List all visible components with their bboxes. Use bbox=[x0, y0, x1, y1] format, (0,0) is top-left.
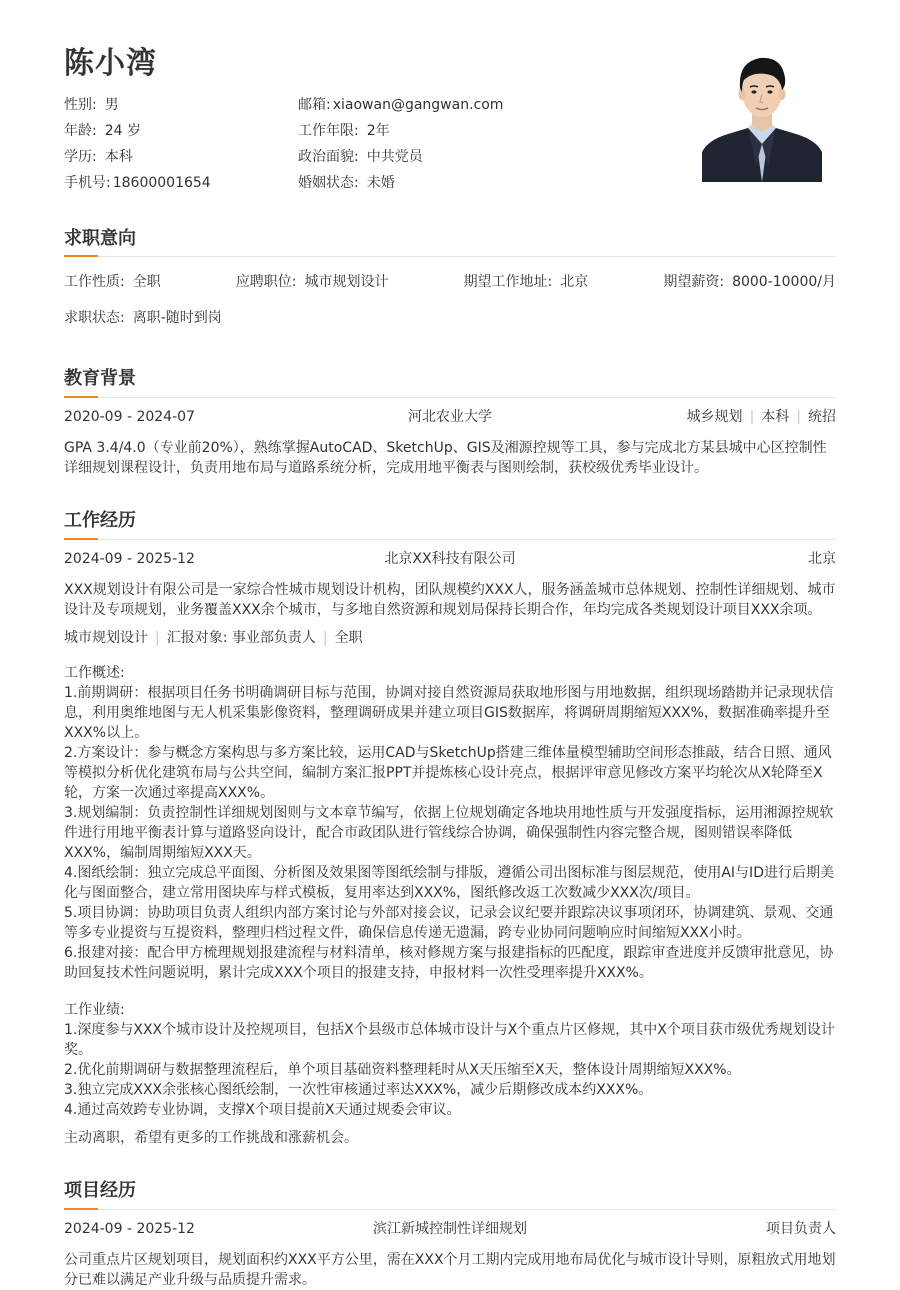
phone-label: 手机号: bbox=[64, 175, 111, 191]
email-label: 邮箱: bbox=[298, 97, 331, 113]
location-value: 北京 bbox=[560, 274, 589, 290]
status-value: 离职-随时到岗 bbox=[132, 310, 222, 326]
gender-field bbox=[64, 94, 298, 120]
intent-row bbox=[64, 307, 836, 329]
status-label: 求职状态: bbox=[64, 310, 125, 326]
project-entry-header bbox=[64, 1218, 836, 1240]
achievements-title: 工作业绩: bbox=[64, 1002, 125, 1018]
candidate-name: 陈小湾 bbox=[64, 46, 157, 81]
basic-info-row bbox=[64, 94, 664, 120]
salary-value: 8000-10000/月 bbox=[732, 274, 836, 290]
education-period: 2020-09 - 2024-07 bbox=[64, 409, 195, 425]
status-field bbox=[64, 307, 222, 329]
section-divider bbox=[98, 539, 836, 540]
education-label: 学历: bbox=[64, 149, 97, 165]
position-value: 城市规划设计 bbox=[304, 274, 389, 290]
age-value: 24 岁 bbox=[104, 123, 141, 139]
section-divider bbox=[98, 397, 836, 398]
salary-label: 期望薪资: bbox=[663, 274, 725, 290]
work-entry-header bbox=[64, 548, 836, 570]
political-field bbox=[298, 146, 423, 172]
salary-field bbox=[663, 271, 836, 293]
separator: | bbox=[155, 630, 160, 646]
age-field bbox=[64, 120, 298, 146]
work-years-value: 2年 bbox=[366, 123, 390, 139]
basic-info-row bbox=[64, 172, 664, 198]
separator: | bbox=[796, 409, 801, 425]
overview-item: 4.图纸绘制：独立完成总平面图、分析图及效果图等图纸绘制与排版，遵循公司出图标准与图层规范，使用AI与ID进行后期美化与图面整合，建立常用图块库与样式模板，复用率达到XXX%，图纸修改返工次数减少XXX次/项目。 bbox=[64, 865, 834, 901]
education-details bbox=[687, 406, 836, 428]
profile-photo bbox=[702, 48, 822, 182]
work-city: 北京 bbox=[808, 551, 836, 567]
overview-item: 2.方案设计：参与概念方案构思与多方案比较，运用CAD与SketchUp搭建三维体量模型辅助空间形态推敲，结合日照、通风等模拟分析优化建筑布局与公共空间，编制方案汇报PPT并提炼核心设计亮点，根据评审意见修改方案平均轮次从X轮降至X轮，方案一次通过率提高XXX%。 bbox=[64, 745, 832, 801]
section-divider bbox=[98, 256, 836, 257]
avatar-portrait-icon bbox=[702, 48, 822, 182]
basic-info-row bbox=[64, 120, 664, 146]
email-value: xiaowan@gangwan.com bbox=[332, 97, 504, 113]
political-value: 中共党员 bbox=[366, 149, 423, 165]
age-label: 年龄: bbox=[64, 123, 97, 139]
work-section-title: 工作经历 bbox=[64, 510, 136, 531]
location-label: 期望工作地址: bbox=[463, 274, 553, 290]
separator: | bbox=[322, 630, 328, 646]
email-field bbox=[298, 94, 503, 120]
section-divider bbox=[98, 1209, 836, 1210]
overview-item: 1.前期调研：根据项目任务书明确调研目标与范围，协调对接自然资源局获取地形图与用地数据，组织现场踏勘并记录现状信息，利用奥维地图与无人机采集影像资料，整理调研成果并建立项目GIS数据库，将调研周期缩短XXX%，数据准确率提升至XXX%以上。 bbox=[64, 685, 834, 741]
section-accent-line bbox=[64, 538, 98, 540]
work-period: 2024-09 - 2025-12 bbox=[64, 551, 195, 567]
project-section-title: 项目经历 bbox=[64, 1180, 136, 1201]
gender-value: 男 bbox=[104, 97, 119, 113]
job-type-label: 工作性质: bbox=[64, 274, 125, 290]
education-field bbox=[64, 146, 298, 172]
education-entry-header bbox=[64, 406, 836, 428]
job-type-field bbox=[64, 271, 161, 293]
achievement-item: 2.优化前期调研与数据整理流程后，单个项目基础资料整理耗时从X天压缩至X天，整体设计周期缩短XXX%。 bbox=[64, 1062, 741, 1078]
achievement-item: 3.独立完成XXX余张核心图纸绘制，一次性审核通过率达XXX%，减少后期修改成本约XXX%。 bbox=[64, 1082, 653, 1098]
overview-title: 工作概述: bbox=[64, 665, 125, 681]
school-name: 河北农业大学 bbox=[408, 409, 492, 425]
marital-value: 未婚 bbox=[366, 175, 395, 191]
overview-item: 5.项目协调：协助项目负责人组织内部方案讨论与外部对接会议，记录会议纪要并跟踪决议事项闭环，协调建筑、景观、交通等多专业提资与互提资料，整理归档过程文件，确保信息传递无遗漏，跨专业协同问题响应时间缩短XXX小时。 bbox=[64, 905, 834, 941]
marital-field bbox=[298, 172, 395, 198]
gender-label: 性别: bbox=[64, 97, 97, 113]
separator: | bbox=[749, 409, 755, 425]
section-accent-line bbox=[64, 255, 98, 257]
position-field bbox=[236, 271, 389, 293]
education-description: GPA 3.4/4.0（专业前20%），熟练掌握AutoCAD、SketchUp、GIS及湘源控规等工具，参与完成北方某县城中心区控制性详细规划课程设计，负责用地布局与道路系统分析，完成用地平衡表与图则绘制，获校级优秀毕业设计。 bbox=[64, 440, 827, 476]
project-name: 滨江新城控制性详细规划 bbox=[373, 1221, 527, 1237]
intent-row bbox=[64, 271, 836, 293]
overview-item: 6.报建对接：配合甲方梳理规划报建流程与材料清单，核对修规方案与报建指标的匹配度，跟踪审查进度并反馈审批意见，协助回复技术性问题说明，累计完成XXX个项目的报建支持，申报材料一次性受理率提升XXX%。 bbox=[64, 945, 834, 981]
project-role: 项目负责人 bbox=[766, 1221, 836, 1237]
basic-info bbox=[64, 94, 664, 198]
work-years-label: 工作年限: bbox=[298, 123, 359, 139]
employment-type: 全职 bbox=[334, 630, 363, 646]
achievement-item: 1.深度参与XXX个城市设计及控规项目，包括X个县级市总体城市设计与X个重点片区修规，其中X个项目获市级优秀规划设计奖。 bbox=[64, 1022, 835, 1058]
job-type-value: 全职 bbox=[132, 274, 161, 290]
political-label: 政治面貌: bbox=[298, 149, 359, 165]
work-tags bbox=[64, 628, 363, 648]
job-intent bbox=[64, 271, 836, 329]
intent-section-title: 求职意向 bbox=[64, 228, 136, 249]
phone-value: 18600001654 bbox=[112, 175, 211, 191]
education-value: 本科 bbox=[104, 149, 133, 165]
section-accent-line bbox=[64, 396, 98, 398]
work-role: 城市规划设计 bbox=[64, 630, 148, 646]
work-overview bbox=[64, 663, 836, 983]
company-intro: XXX规划设计有限公司是一家综合性城市规划设计机构，团队规模约XXX人，服务涵盖城市总体规划、控制性详细规划、城市设计及专项规划，业务覆盖XXX余个城市，与多地自然资源和规划局保持长期合作，年均完成各类规划设计项目XXX余项。 bbox=[64, 582, 836, 618]
achievement-item: 4.通过高效跨专业协调，支撑X个项目提前X天通过规委会审议。 bbox=[64, 1102, 461, 1118]
work-achievements bbox=[64, 1000, 836, 1120]
leave-reason: 主动离职，希望有更多的工作挑战和涨薪机会。 bbox=[64, 1130, 358, 1146]
enrollment-mode: 统招 bbox=[808, 409, 836, 425]
marital-label: 婚姻状态: bbox=[298, 175, 359, 191]
project-description: 公司重点片区规划项目，规划面积约XXX平方公里，需在XXX个月工期内完成用地布局优化与城市设计导则，原粗放式用地划分已难以满足产业升级与品质提升需求。 bbox=[64, 1252, 836, 1288]
education-section-title: 教育背景 bbox=[64, 368, 136, 389]
report-to: 汇报对象: 事业部负责人 bbox=[166, 630, 316, 646]
basic-info-row bbox=[64, 146, 664, 172]
position-label: 应聘职位: bbox=[235, 274, 297, 290]
location-field bbox=[464, 271, 589, 293]
section-accent-line bbox=[64, 1208, 98, 1210]
major: 城乡规划 bbox=[686, 409, 743, 425]
company-name: 北京XX科技有限公司 bbox=[384, 551, 516, 567]
phone-field bbox=[64, 172, 298, 198]
degree: 本科 bbox=[761, 409, 790, 425]
project-period: 2024-09 - 2025-12 bbox=[64, 1221, 195, 1237]
overview-item: 3.规划编制：负责控制性详细规划图则与文本章节编写，依据上位规划确定各地块用地性质与开发强度指标，运用湘源控规软件进行用地平衡表计算与道路竖向设计，配合市政团队进行管线综合协调，确保强制性内容完整合规，图则错误率降低XXX%，编制周期缩短XXX天。 bbox=[64, 805, 834, 861]
work-years-field bbox=[298, 120, 390, 146]
